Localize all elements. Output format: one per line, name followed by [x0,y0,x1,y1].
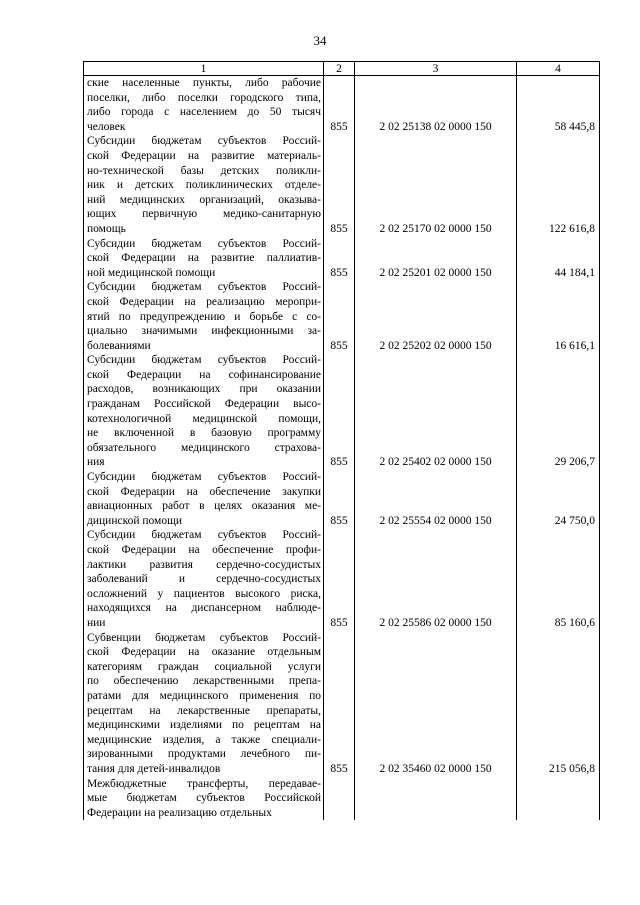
row-description [84,777,324,821]
description-line: ник и детских поликлинических отделе- [87,179,321,192]
description-line: дицинской помощи [87,514,183,527]
table-row [84,280,600,353]
description-line: зированными продуктами лечебного пи- [87,748,321,761]
table-row [84,470,600,528]
description-line: категориям граждан социальной услуги [87,660,321,673]
row-budget-code [355,777,517,821]
table-header [84,62,600,76]
description-line: ний медицинских организаций, оказыва- [87,193,321,206]
description-line: помощь [87,222,126,235]
description-line: ющих первичную медико-санитарную [87,208,321,221]
row-description [84,470,324,528]
description-line: Субвенции бюджетам субъектов Россий- [87,631,321,644]
row-budget-code: 2 02 25201 02 0000 150 [355,237,517,281]
description-line: поселки, либо поселки городского типа, [87,91,321,104]
row-amount: 122 616,8 [517,134,600,236]
description-line: нии [87,616,106,629]
row-admin-code: 855 [324,280,355,353]
description-line: Субсидии бюджетам субъектов Россий- [87,354,321,367]
description-line: ской Федерации на реализацию меропри- [87,295,321,308]
row-admin-code: 855 [324,470,355,528]
row-budget-code: 2 02 25170 02 0000 150 [355,134,517,236]
description-line: тания для детей-инвалидов [87,762,221,775]
description-line: но-технической базы детских поликли- [87,164,321,177]
description-line: по обеспечению лекарственными препа- [87,675,321,688]
description-line: ратами для медицинского применения по [87,689,321,702]
description-line: ятий по предупреждению и борьбе с со- [87,310,321,323]
row-description [84,237,324,281]
description-line: ной медицинской помощи [87,266,216,279]
description-line: либо города с населением до 50 тысяч [87,106,321,119]
row-budget-code: 2 02 25138 02 0000 150 [355,76,517,135]
description-line: Межбюджетные трансферты, передавае- [87,777,321,790]
description-line: болеваниями [87,339,151,352]
row-budget-code: 2 02 35460 02 0000 150 [355,631,517,777]
description-line: ские населенные пункты, либо рабочие [87,77,321,89]
row-amount: 44 184,1 [517,237,600,281]
description-line: котехнологичной медицинской помощи, [87,412,321,425]
description-line: ской Федерации на развитие паллиатив- [87,252,321,265]
description-line: авиационных работ в целях оказания ме- [87,500,321,513]
description-line: лактики развития сердечно-сосудистых [87,558,321,571]
description-line: Федерации на реализацию отдельных [87,806,272,819]
table-body [84,76,600,821]
header-row [84,62,600,76]
table-row [84,237,600,281]
row-amount: 58 445,8 [517,76,600,135]
row-description [84,528,324,630]
row-admin-code: 855 [324,134,355,236]
table-row [84,353,600,470]
row-budget-code: 2 02 25402 02 0000 150 [355,353,517,470]
row-admin-code: 855 [324,76,355,135]
description-line: ской Федерации на развитие материаль- [87,149,321,162]
row-budget-code: 2 02 25586 02 0000 150 [355,528,517,630]
page-number: 34 [313,33,327,48]
row-amount: 85 160,6 [517,528,600,630]
description-line: расходов, возникающих при оказании [87,383,321,396]
description-line: мые бюджетам субъектов Российской [87,792,321,805]
description-line: ской Федерации на оказание отдельным [87,646,321,659]
row-amount: 215 056,8 [517,631,600,777]
description-line: заболеваний и сердечно-сосудистых [87,573,321,586]
description-line: Субсидии бюджетам субъектов Россий- [87,135,321,148]
header-col-3: 3 [355,62,517,76]
row-budget-code: 2 02 25554 02 0000 150 [355,470,517,528]
description-line: Субсидии бюджетам субъектов Россий- [87,237,321,250]
row-amount: 16 616,1 [517,280,600,353]
row-admin-code [324,777,355,821]
description-line: ской Федерации на обеспечение профи- [87,544,321,556]
description-line: ской Федерации на софинансирование [87,368,321,381]
description-line: осложнений у пациентов высокого риска, [87,587,321,600]
description-line: циально значимыми инфекционными за- [87,325,321,338]
header-col-2: 2 [324,62,355,76]
row-admin-code: 855 [324,528,355,630]
table-row [84,134,600,236]
budget-table [83,61,600,820]
description-line: медицинские изделия, а также специали- [87,733,321,746]
row-admin-code: 855 [324,631,355,777]
table-row [84,528,600,630]
row-description [84,134,324,236]
header-col-4: 4 [517,62,600,76]
description-line: не включенной в базовую программу [87,427,321,440]
description-line: ской Федерации на обеспечение закупки [87,485,321,498]
description-line: находящихся на диспансерном наблюде- [87,602,321,615]
description-line: медицинскими изделиями по рецептам на [87,719,321,732]
description-line: Субсидии бюджетам субъектов Россий- [87,281,321,294]
description-line: гражданам Российской Федерации высо- [87,398,321,411]
description-line: человек [87,120,126,133]
row-description [84,280,324,353]
description-line: Субсидии бюджетам субъектов Россий- [87,471,321,484]
description-line: рецептам на лекарственные препараты, [87,704,321,717]
table-row [84,777,600,821]
row-budget-code: 2 02 25202 02 0000 150 [355,280,517,353]
row-description [84,76,324,135]
row-admin-code: 855 [324,353,355,470]
row-description [84,353,324,470]
row-amount [517,777,600,821]
description-line: Субсидии бюджетам субъектов Россий- [87,529,321,542]
description-line: обязательного медицинского страхова- [87,441,321,454]
row-admin-code: 855 [324,237,355,281]
description-line: ния [87,456,105,469]
row-amount: 29 206,7 [517,353,600,470]
table-row [84,631,600,777]
row-description [84,631,324,777]
table-row [84,76,600,135]
row-amount: 24 750,0 [517,470,600,528]
header-col-1: 1 [84,62,324,76]
